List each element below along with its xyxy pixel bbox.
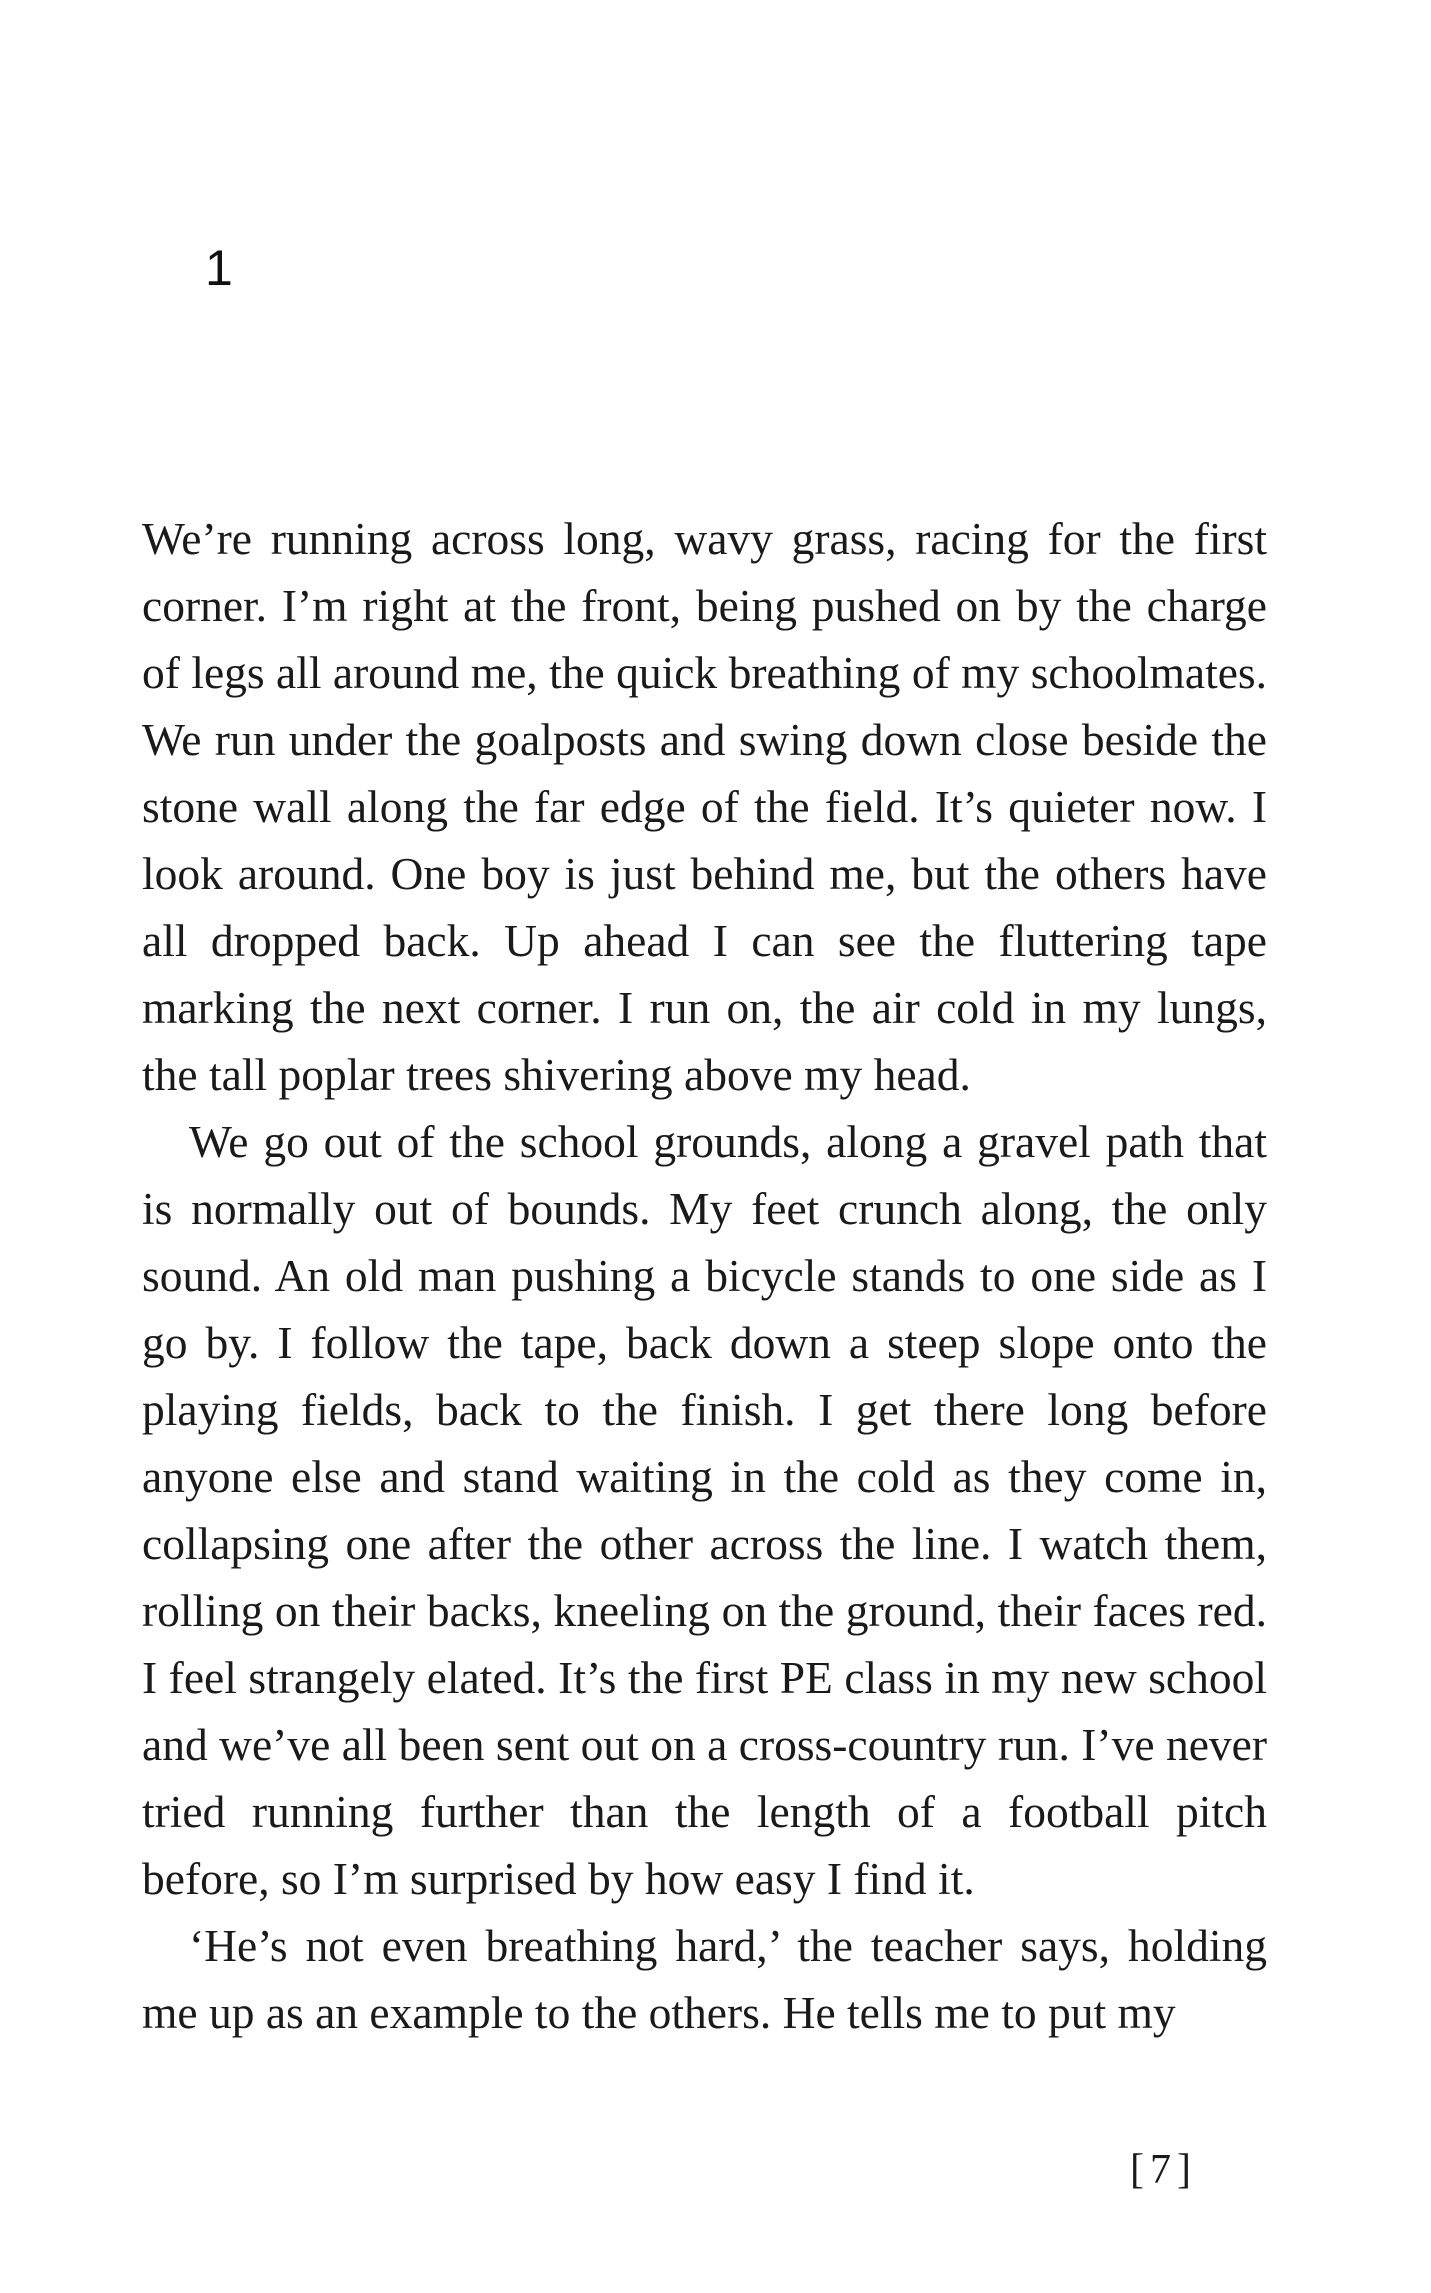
paragraph-2: We go out of the school grounds, along a gravel path that is normally out of bounds. My feet crunch along, the only sound. An old man pushing a bicycle stands to one side as I go by. I follow the tape, back down a steep slope onto the playing fields, back to the finish. I get there long before anyone else and stand waiting in the cold as they come in, collapsing one after the other across the line. I watch them, rolling on their backs, kneeling on the ground, their faces red. I feel strangely elated. It’s the first PE class in my new school and we’ve all been sent out on a cross-country run. I’ve never tried running further than the length of a football pitch before, so I’m surprised by how easy I find it. (142, 1116, 1267, 1904)
paragraph-1: We’re running across long, wavy grass, racing for the first corner. I’m right at the front, being pushed on by the charge of legs all around me, the quick breathing of my schoolmates. We run under the goalposts and swing down close beside the stone wall along the far edge of the field. It’s quieter now. I look around. One boy is just behind me, but the others have all dropped back. Up ahead I can see the fluttering tape marking the next corner. I run on, the air cold in my lungs, the tall poplar trees shivering above my head. (142, 513, 1267, 1100)
paragraph-3: ‘He’s not even breathing hard,’ the teacher says, holding me up as an example to the others. He tells me to put my (142, 1920, 1267, 2038)
chapter-number: 1 (205, 240, 233, 296)
body-text (142, 505, 1267, 2046)
page-number: [7] (1130, 2147, 1197, 2193)
